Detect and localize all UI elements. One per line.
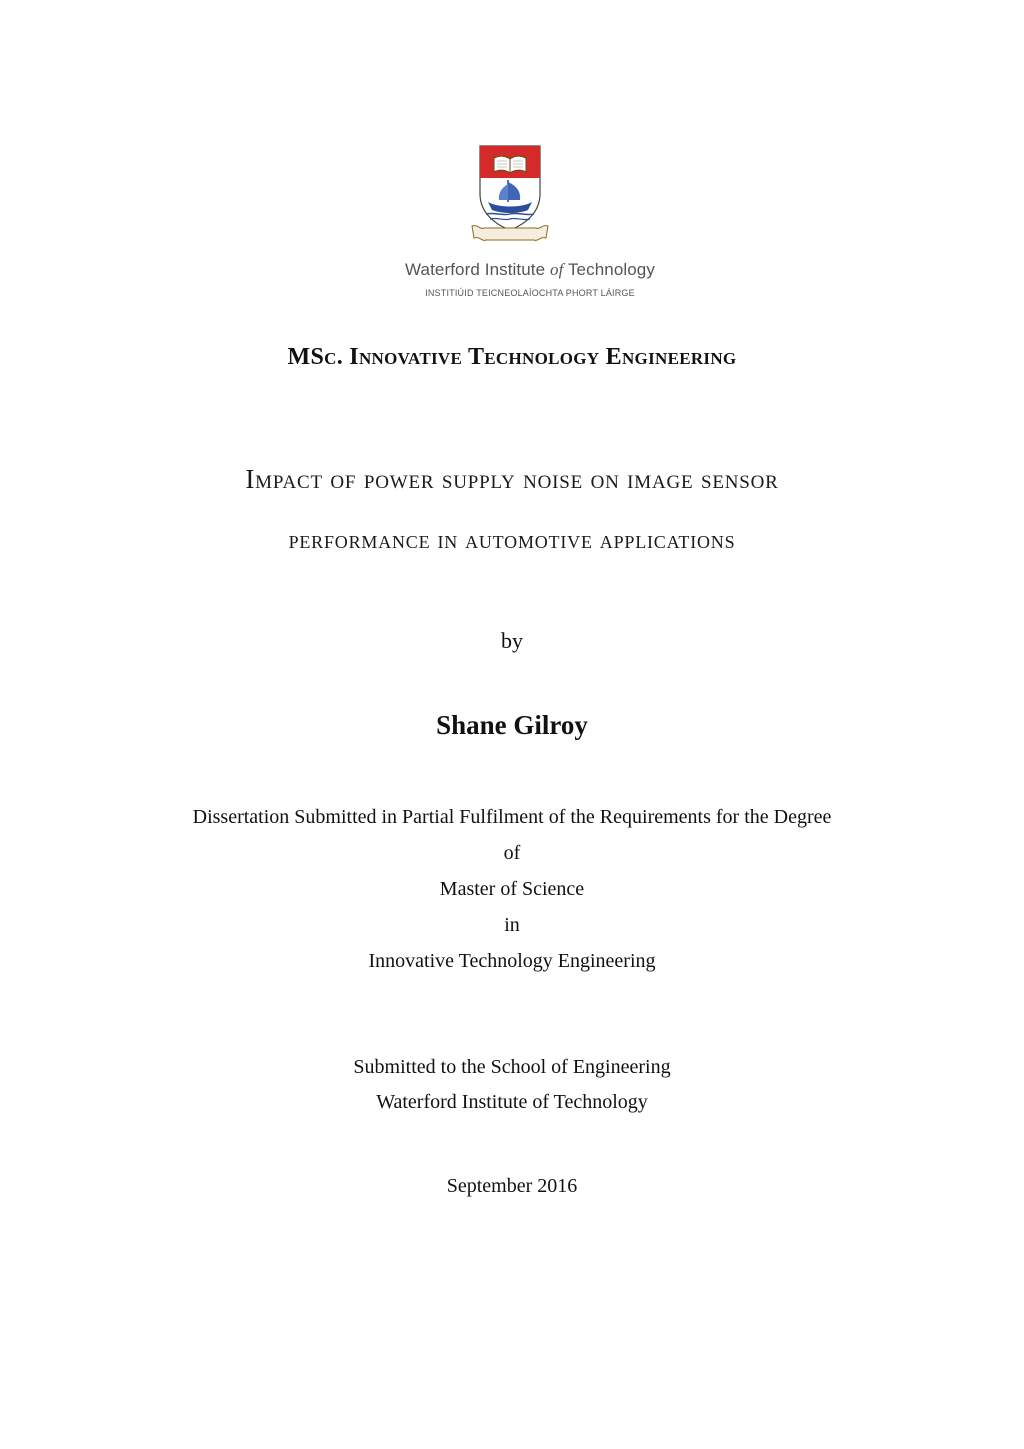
institution-name-part-2: Technology <box>563 260 655 279</box>
institution-name-of: of <box>550 260 564 279</box>
degree-statement-line-4: in <box>504 914 520 936</box>
degree-discipline: Innovative Technology Engineering <box>368 950 656 972</box>
degree-name: Master of Science <box>439 878 585 900</box>
author-name: Shane Gilroy <box>436 710 588 740</box>
degree-statement-line-1: Dissertation Submitted in Partial Fulfilment of the Requirements for the Degree <box>192 806 832 828</box>
submission-date: September 2016 <box>446 1175 578 1197</box>
institution-crest-logo <box>468 142 552 248</box>
programme-title: MSc. Innovative Technology Engineering <box>287 344 737 370</box>
submission-school: Submitted to the School of Engineering <box>353 1056 671 1078</box>
by-label: by <box>501 628 523 653</box>
institution-name <box>18 260 1024 280</box>
submission-institution: Waterford Institute of Technology <box>376 1091 648 1113</box>
thesis-title-line-1: Impact of power supply noise on image sensor <box>245 464 779 494</box>
degree-statement-line-2: of <box>503 842 521 864</box>
thesis-title-line-2: performance in automotive applications <box>288 527 736 554</box>
institution-irish-name: INSTITIÚID TEICNEOLAÍOCHTA PHORT LÁIRGE <box>425 288 635 298</box>
institution-name-part-1: Waterford Institute <box>405 260 550 279</box>
